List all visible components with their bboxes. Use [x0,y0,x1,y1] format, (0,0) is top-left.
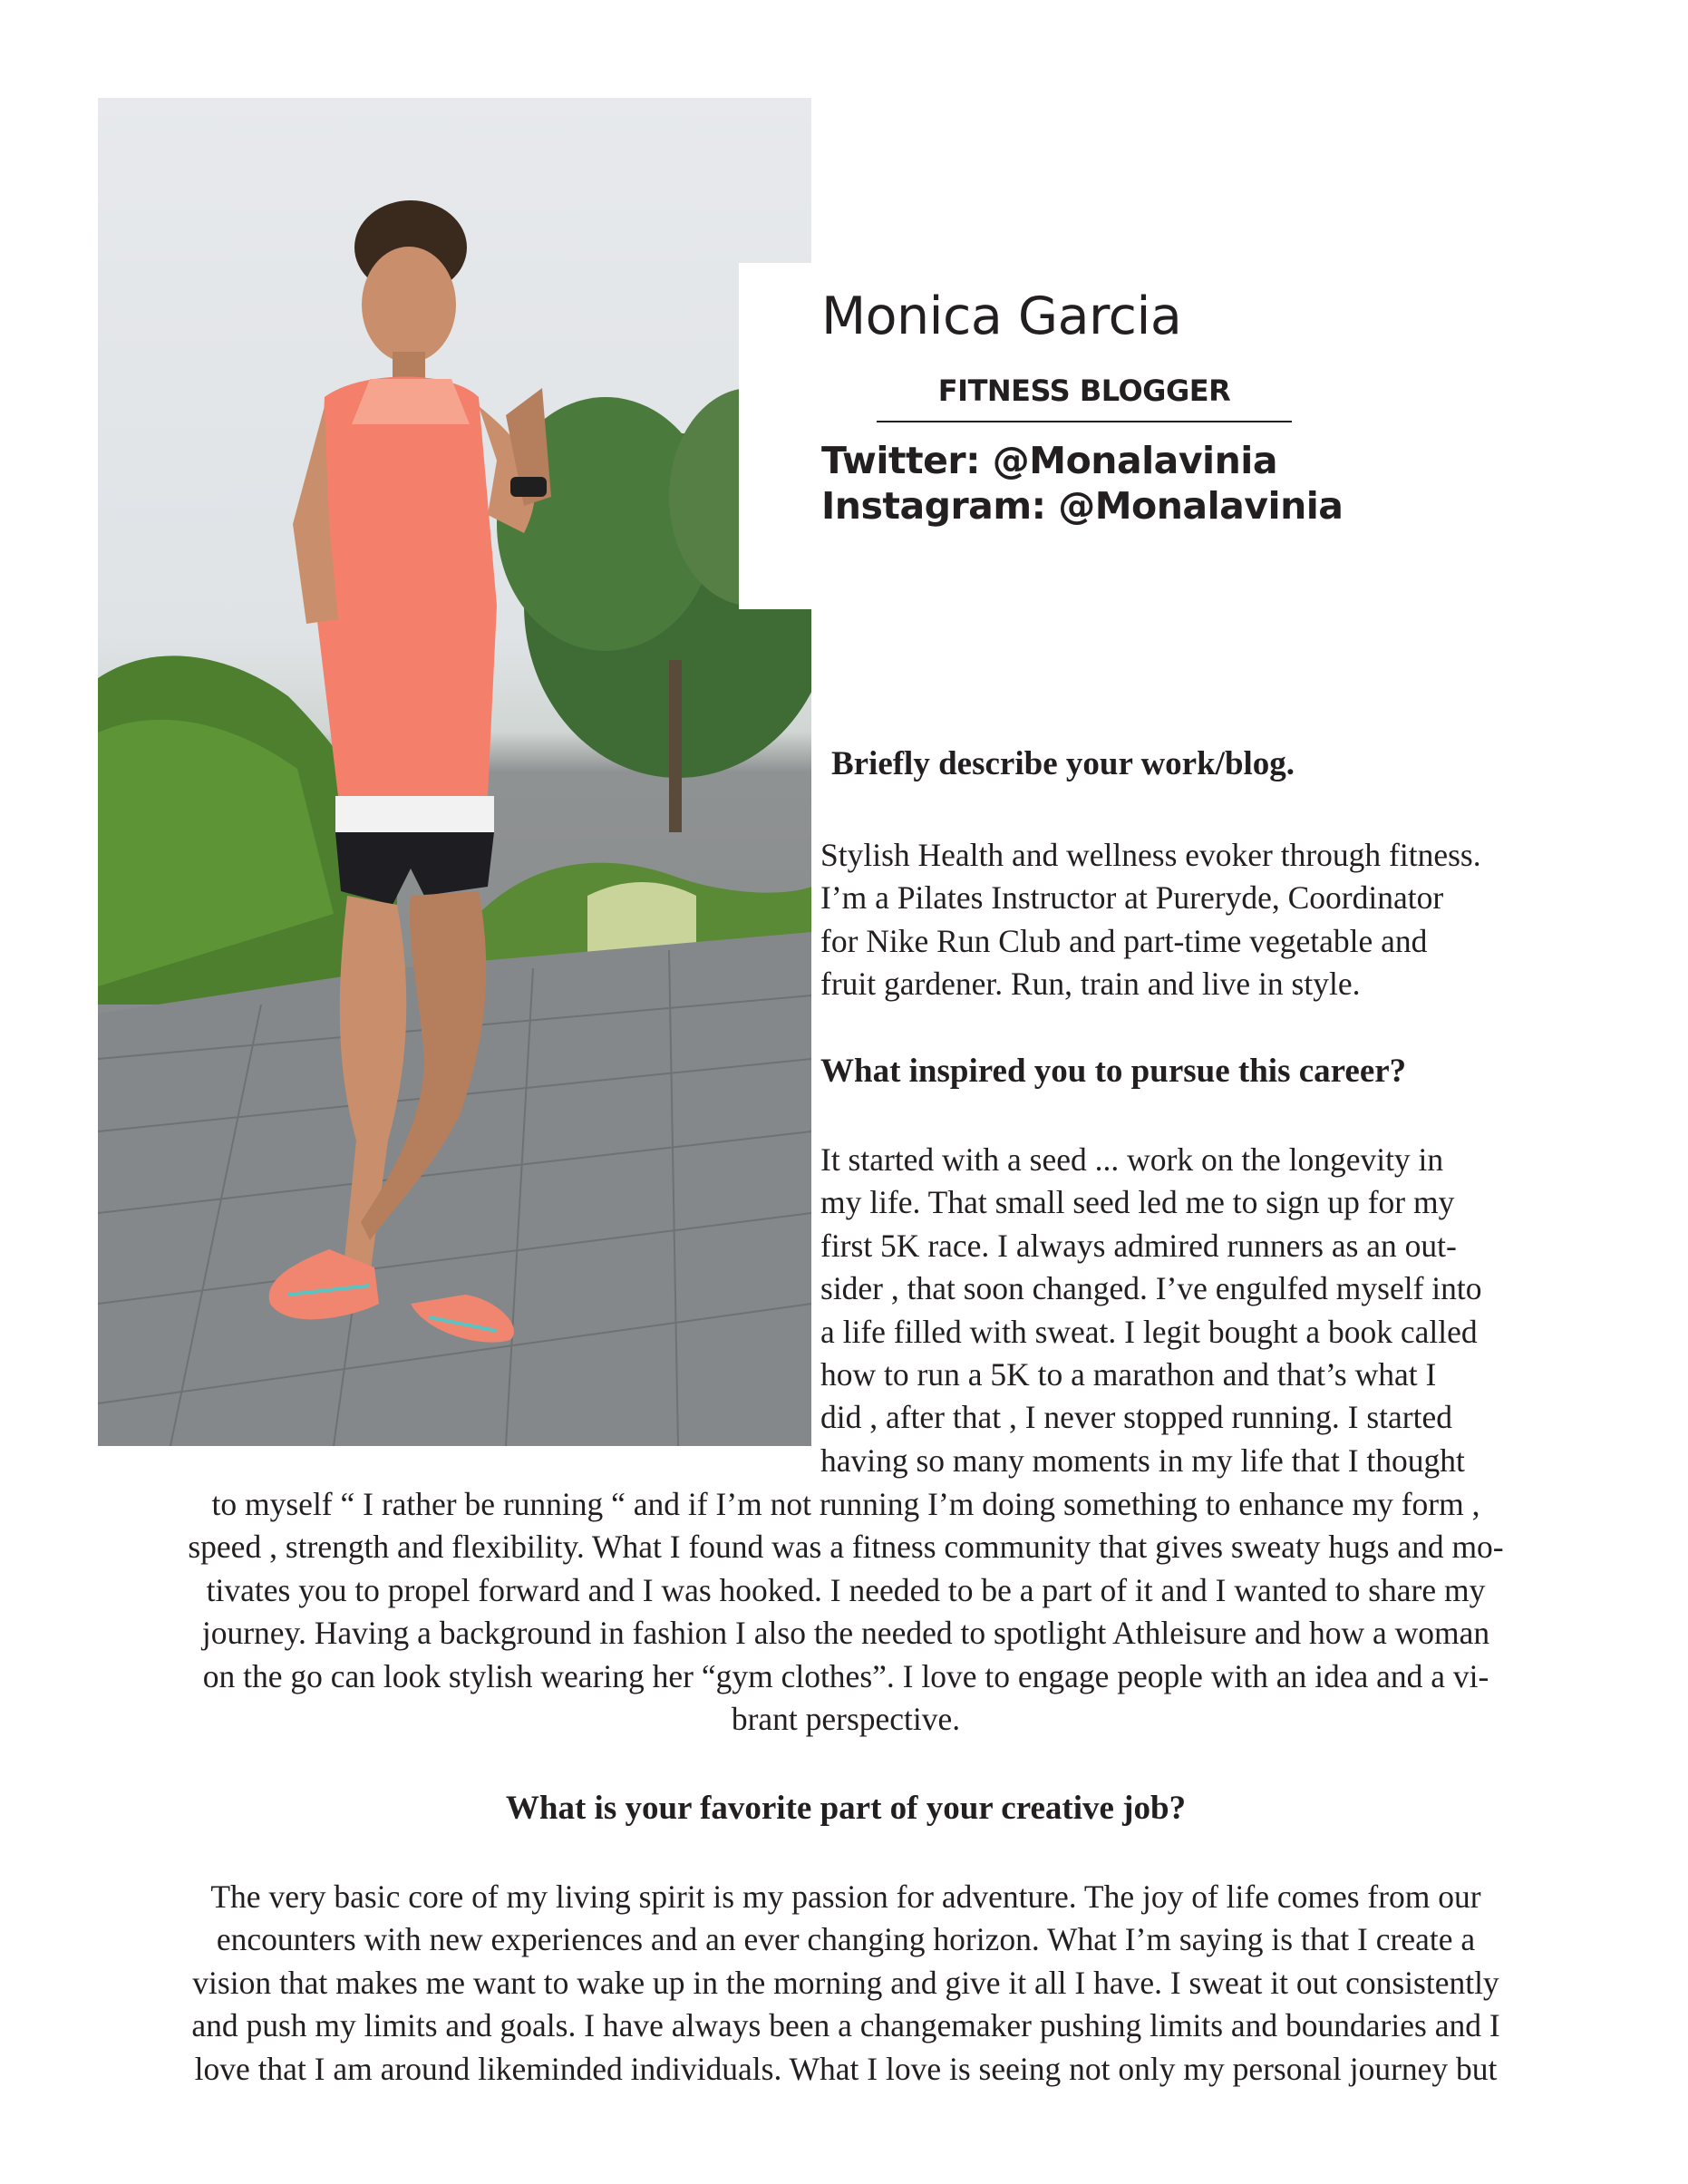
section-heading-favorite: What is your favorite part of your creative job? [505,1790,1187,1827]
section-body-inspiration-narrow [820,1139,1482,1482]
profile-photo [98,98,811,1446]
text-line: I’m a Pilates Instructor at Pureryde, Coordinator [820,879,1444,917]
text-line: first 5K race. I always admired runners as an out- [820,1227,1457,1264]
text-line: love that I am around likeminded individuals. What I love is seeing not only my personal journey but [194,2050,1498,2087]
text-line: fruit gardener. Run, train and live in style. [820,966,1361,1003]
text-line: how to run a 5K to a marathon and that’s what I [820,1355,1437,1393]
twitter-handle: Twitter: @Monalavinia [821,439,1278,482]
text-line: speed , strength and flexibility. What I found was a fitness community that gives sweaty hugs and mo- [188,1529,1504,1566]
text-line: having so many moments in my life that I thought [820,1441,1465,1479]
text-line: and push my limits and goals. I have always been a changemaker pushing limits and boundaries and I [191,2007,1500,2044]
text-line: to myself “ I rather be running “ and if I’m not running I’m doing something to enhance my form , [211,1486,1480,1522]
text-line: my life. That small seed led me to sign up for my [820,1184,1455,1221]
text-line: did , after that , I never stopped running. I started [820,1399,1452,1436]
text-line: for Nike Run Club and part-time vegetable and [820,922,1428,959]
section-heading-work: Briefly describe your work/blog. [830,745,1295,782]
section-body-work [820,834,1481,1006]
text-line: vision that makes me want to wake up in the morning and give it all I have. I sweat it out consistently [192,1964,1499,2001]
text-line: journey. Having a background in fashion I also the needed to spotlight Athleisure and how a woman [201,1615,1490,1652]
text-line: The very basic core of my living spirit is my passion for adventure. The joy of life comes from our [210,1878,1481,1915]
profile-divider [877,421,1292,422]
text-line: encounters with new experiences and an ever changing horizon. What I’m saying is that I create a [216,1921,1476,1958]
profile-name: Monica Garcia [821,286,1182,346]
text-line: sider , that soon changed. I’ve engulfed myself into [820,1270,1482,1307]
profile-role: FITNESS BLOGGER [937,374,1231,408]
text-line: brant perspective. [731,1700,961,1737]
woman-in-running-outfit-photo-icon [98,98,811,1446]
text-line: Stylish Health and wellness evoker through fitness. [820,837,1481,873]
text-line: on the go can look stylish wearing her “gym clothes”. I love to engage people with an idea and a vi- [202,1657,1489,1694]
section-body-favorite [98,1876,1594,2091]
section-heading-inspiration: What inspired you to pursue this career? [820,1053,1407,1090]
text-line: It started with a seed ... work on the longevity in [820,1141,1444,1178]
text-line: tivates you to propel forward and I was hooked. I needed to be a part of it and I wanted to share my [206,1571,1486,1608]
section-body-inspiration-wide [98,1483,1594,1741]
instagram-handle: Instagram: @Monalavinia [821,484,1344,528]
text-line: a life filled with sweat. I legit bought a book called [820,1313,1478,1350]
